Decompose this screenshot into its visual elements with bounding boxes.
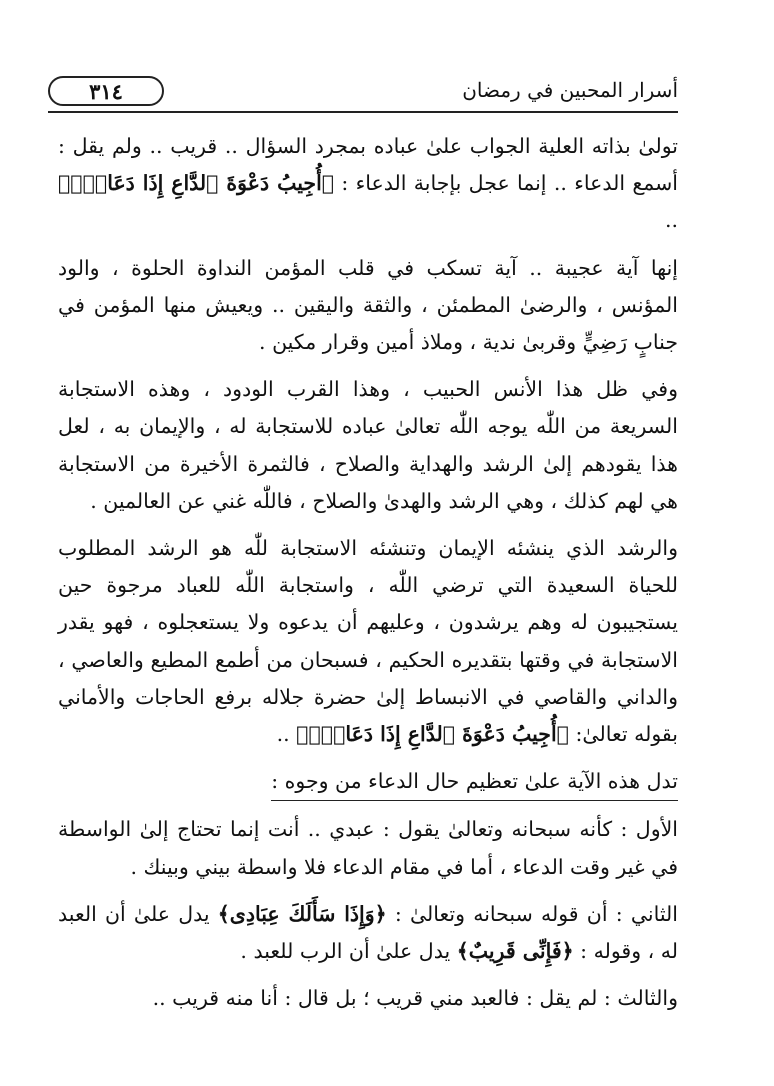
quran-verse: ﴿أُجِيبُ دَعْوَةَ ٱلدَّاعِ إِذَا دَعَانِۖ﴾ [58, 171, 335, 196]
text-segment: الثاني : أن قوله سبحانه وتعالىٰ : [386, 901, 678, 926]
text-segment: تولىٰ بذاته العلية الجواب علىٰ عباده بمجرد السؤال .. قريب .. ولم يقل : أسمع الدعاء .. إنما عجل بإجابة الدعاء : [58, 134, 678, 196]
quran-verse: ﴿وَإِذَا سَأَلَكَ عِبَادِى﴾ [217, 901, 387, 926]
quran-verse: ﴿أُجِيبُ دَعْوَةَ ٱلدَّاعِ إِذَا دَعَانِۖ﴾ [296, 722, 569, 747]
paragraph [58, 250, 678, 362]
text-segment: .. [664, 208, 678, 233]
page-number: ٣١٤ [48, 76, 164, 106]
running-title: أسرار المحبين في رمضان [462, 78, 678, 102]
text-segment: والرشد الذي ينشئه الإيمان وتنشئه الاستجابة للّٰه هو الرشد المطلوب للحياة السعيدة التي ترضي اللّٰه ، واستجابة اللّٰه للعباد مرجوة حين يستجيبون له وهم يرشدون ، وعليهم أن يدعوه ولا يستعجلوه ، فهو يقدر الاستجابة في وقتها بتقديره الحكيم ، فسبحان من أطمع المطيع والعاصي ، والداني والقاصي في الانبساط إلىٰ حضرة جلاله برفع الحاجات والأماني بقوله تعالىٰ: [58, 536, 678, 747]
text-segment: والثالث : لم يقل : فالعبد مني قريب ؛ بل قال : أنا منه قريب .. [152, 986, 678, 1011]
point [58, 811, 678, 885]
point [58, 896, 678, 970]
page-header [48, 72, 678, 112]
text-segment: إنها آية عجيبة .. آية تسكب في قلب المؤمن النداوة الحلوة ، والود المؤنس ، والرضىٰ المطمئن ، والثقة واليقين .. ويعيش منها المؤمن في جنابٍ رَضِيٍّ وقربىٰ ندية ، وملاذ أمين وقرار مكين . [58, 255, 678, 355]
paragraph [58, 371, 678, 520]
quran-verse: ﴿فَإِنِّى قَرِيبٌ﴾ [456, 939, 574, 964]
header-rule [48, 111, 678, 113]
text-segment: الأول : كأنه سبحانه وتعالىٰ يقول : عبدي .. أنت إنما تحتاج إلىٰ الواسطة في غير وقت الدعاء ، أما في مقام الدعاء فلا واسطة بيني وبينك . [58, 817, 678, 879]
paragraph [58, 128, 678, 240]
point [58, 980, 678, 1017]
text-segment: يدل علىٰ أن العبد له ، وقوله : [58, 901, 678, 964]
page-body [58, 128, 678, 1027]
subheading-line [58, 763, 678, 801]
text-segment: .. [276, 722, 297, 747]
text-segment: وفي ظل هذا الأنس الحبيب ، وهذا القرب الودود ، وهذه الاستجابة السريعة من اللّٰه يوجه اللّٰه تعالىٰ عباده للاستجابة له ، والإيمان به ، لعل هذا يقودهم إلىٰ الرشد والهداية والصلاح ، فالثمرة الأخيرة من الاستجابة هي لهم كذلك ، وهي الرشد والهدىٰ والصلاح ، فاللّٰه غني عن العالمين . [58, 377, 678, 513]
subheading: تدل هذه الآية علىٰ تعظيم حال الدعاء من وجوه : [271, 763, 678, 801]
text-segment: يدل علىٰ أن الرب للعبد . [240, 939, 457, 964]
paragraph [58, 530, 678, 753]
